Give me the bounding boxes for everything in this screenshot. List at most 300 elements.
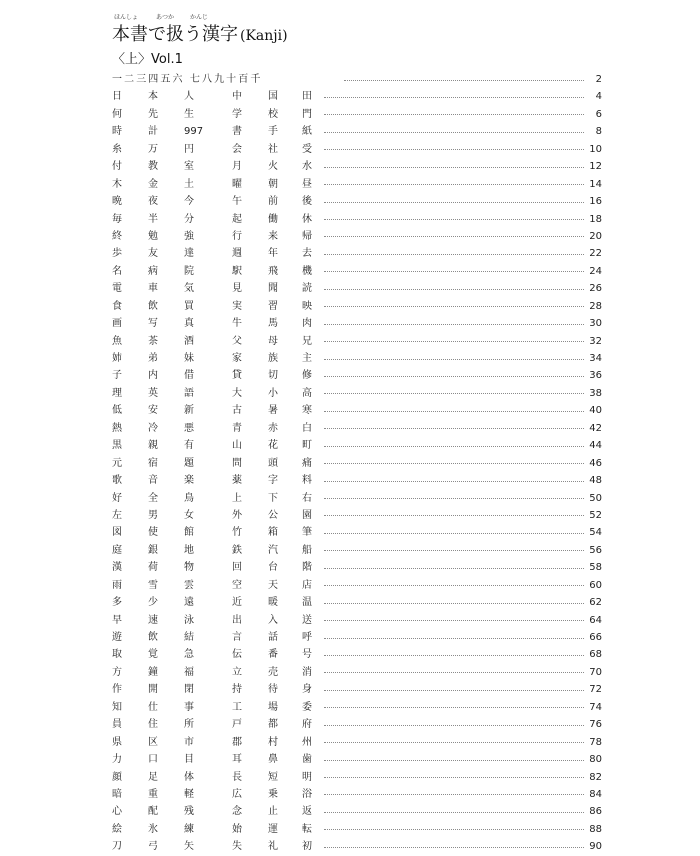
- toc-row: [112, 734, 602, 751]
- toc-kanji: 時: [112, 126, 122, 138]
- toc-row: [112, 542, 602, 559]
- page-number: 4: [595, 91, 602, 103]
- toc-kanji: 画: [112, 318, 122, 330]
- toc-kanji: 住: [148, 719, 158, 731]
- dot-leader: [324, 655, 584, 656]
- toc-kanji: 長: [232, 771, 242, 783]
- toc-kanji: 読: [302, 283, 312, 295]
- toc-row: [112, 664, 602, 681]
- toc-kanji: 汽: [268, 544, 278, 556]
- toc-kanji: 早: [112, 614, 122, 626]
- toc-kanji: 残: [184, 806, 194, 818]
- page-number: 50: [589, 492, 602, 504]
- toc-row: [112, 298, 602, 315]
- toc-kanji: 右: [302, 492, 312, 504]
- toc-row: [112, 786, 602, 803]
- toc-kanji: 左: [112, 509, 122, 521]
- toc-kanji: 出: [232, 614, 242, 626]
- toc-kanji: 計: [148, 126, 158, 138]
- toc-kanji: 教: [148, 161, 158, 173]
- page-number: 24: [589, 265, 602, 277]
- toc-kanji: 結: [184, 632, 194, 643]
- toc-kanji: 箱: [268, 527, 278, 539]
- toc-kanji: 歯: [302, 754, 312, 766]
- toc-kanji: 園: [302, 509, 312, 521]
- page-number: 26: [589, 283, 602, 295]
- toc-kanji: 急: [184, 649, 194, 661]
- toc-kanji: 会: [232, 143, 242, 155]
- toc-kanji: 金: [148, 178, 158, 190]
- toc-kanji: 受: [302, 143, 312, 155]
- page-number: 72: [589, 684, 602, 696]
- toc-kanji: 初: [302, 841, 312, 853]
- toc-kanji: 青: [232, 422, 242, 434]
- toc-kanji: 終: [112, 230, 122, 242]
- toc-row: [112, 420, 602, 437]
- toc-kanji: 雨: [112, 579, 122, 591]
- toc-kanji: 耳: [232, 754, 242, 766]
- dot-leader: [324, 794, 584, 795]
- dot-leader: [324, 97, 584, 98]
- toc-kanji: 人: [184, 91, 194, 103]
- toc-kanji: 馬: [268, 318, 278, 330]
- toc-kanji: 熱: [112, 422, 122, 434]
- dot-leader: [324, 568, 584, 569]
- dot-leader: [324, 254, 584, 255]
- toc-kanji: 鼻: [268, 754, 278, 766]
- toc-row: [112, 769, 602, 786]
- toc-kanji: 実: [232, 300, 242, 312]
- page-number: 84: [589, 788, 602, 800]
- toc-kanji: 名: [112, 265, 122, 277]
- page-number: 90: [589, 841, 602, 853]
- page-number: 20: [589, 230, 602, 242]
- toc-kanji: 生: [184, 108, 194, 120]
- page-number: 18: [589, 213, 602, 225]
- toc-kanji: 福: [184, 666, 194, 678]
- toc-kanji: 書: [232, 126, 242, 138]
- toc-kanji: 小: [268, 387, 278, 399]
- toc-kanji: 今: [184, 196, 194, 208]
- toc-kanji: 飲: [148, 632, 158, 643]
- toc-kanji: 働: [268, 213, 278, 225]
- toc-kanji: 起: [232, 213, 242, 225]
- page-title-english: (Kanji): [240, 28, 288, 44]
- toc-kanji: 町: [302, 440, 312, 452]
- toc-kanji: 語: [184, 387, 194, 399]
- toc-kanji: 字: [268, 475, 278, 487]
- toc-kanji: 黒: [112, 440, 122, 452]
- toc-kanji: 送: [302, 614, 312, 626]
- toc-kanji: 薬: [232, 475, 242, 487]
- toc-kanji: 絵: [112, 823, 122, 835]
- toc-kanji: 竹: [232, 527, 242, 539]
- toc-kanji: 院: [184, 265, 194, 277]
- page-number: 68: [589, 649, 602, 661]
- toc-kanji: 広: [232, 788, 242, 800]
- toc-kanji: 知: [112, 701, 122, 713]
- toc-row: [112, 455, 602, 472]
- toc-row: [112, 106, 602, 123]
- toc-kanji: 呼: [302, 632, 312, 643]
- toc-row-first: [112, 71, 602, 88]
- toc-row: [112, 88, 602, 105]
- toc-kanji: 鐘: [148, 666, 158, 678]
- table-of-contents: [112, 71, 602, 856]
- dot-leader: [324, 725, 584, 726]
- toc-kanji: 軽: [184, 788, 194, 800]
- page-number: 8: [595, 126, 602, 138]
- toc-row: [112, 559, 602, 576]
- page-number: 82: [589, 771, 602, 783]
- page-number: 66: [589, 632, 602, 643]
- toc-kanji: 前: [268, 196, 278, 208]
- toc-kanji: 持: [232, 684, 242, 696]
- toc-kanji: 何: [112, 108, 122, 120]
- toc-kanji: 社: [268, 143, 278, 155]
- toc-row: [112, 158, 602, 175]
- page-number: 10: [589, 143, 602, 155]
- toc-kanji: 買: [184, 300, 194, 312]
- toc-row: [112, 245, 602, 262]
- page-number: 6: [595, 108, 602, 120]
- toc-kanji: 年: [268, 248, 278, 260]
- toc-kanji: 貸: [232, 370, 242, 382]
- toc-kanji: 妹: [184, 353, 194, 364]
- toc-kanji: 鉄: [232, 544, 242, 556]
- page-number: 34: [589, 353, 602, 364]
- toc-kanji: 曜: [232, 178, 242, 190]
- dot-leader: [324, 638, 584, 639]
- page-number: 36: [589, 370, 602, 382]
- page-number: 86: [589, 806, 602, 818]
- toc-kanji: 図: [112, 527, 122, 539]
- toc-kanji: 空: [232, 579, 242, 591]
- toc-kanji: 母: [268, 335, 278, 347]
- toc-kanji: 止: [268, 806, 278, 818]
- toc-kanji: 飲: [148, 300, 158, 312]
- toc-row: [112, 228, 602, 245]
- toc-row: [112, 123, 602, 140]
- page-number: 76: [589, 719, 602, 731]
- toc-kanji: 多: [112, 597, 122, 609]
- toc-row: [112, 821, 602, 838]
- toc-kanji: 昼: [302, 178, 312, 190]
- toc-kanji: 身: [302, 684, 312, 696]
- toc-kanji: 店: [302, 579, 312, 591]
- toc-kanji: 機: [302, 265, 312, 277]
- toc-kanji: 族: [268, 353, 278, 364]
- dot-leader: [324, 376, 584, 377]
- toc-kanji: 礼: [268, 841, 278, 853]
- toc-kanji: 雪: [148, 579, 158, 591]
- toc-kanji: 筆: [302, 527, 312, 539]
- toc-kanji: 駅: [232, 265, 242, 277]
- toc-kanji: 方: [112, 666, 122, 678]
- toc-kanji: 強: [184, 230, 194, 242]
- toc-row: [112, 524, 602, 541]
- toc-kanji: 弓: [148, 841, 158, 853]
- page-number: 58: [589, 562, 602, 574]
- toc-kanji: 女: [184, 509, 194, 521]
- page-number: 46: [589, 457, 602, 469]
- page-number: 54: [589, 527, 602, 539]
- toc-kanji: 父: [232, 335, 242, 347]
- page-number: 40: [589, 405, 602, 417]
- toc-row: [112, 402, 602, 419]
- page-title: [112, 23, 288, 48]
- toc-kanji: 使: [148, 527, 158, 539]
- toc-kanji: 見: [232, 283, 242, 295]
- toc-row: [112, 333, 602, 350]
- toc-kanji: 市: [184, 736, 194, 748]
- toc-kanji: 水: [302, 161, 312, 173]
- toc-kanji: 円: [184, 143, 194, 155]
- page-number: 88: [589, 823, 602, 835]
- toc-kanji: 先: [148, 108, 158, 120]
- toc-kanji: 寒: [302, 405, 312, 417]
- toc-kanji: 全: [148, 492, 158, 504]
- toc-kanji: 映: [302, 300, 312, 312]
- toc-kanji: 姉: [112, 353, 122, 364]
- toc-kanji: 糸: [112, 143, 122, 155]
- toc-kanji: 少: [148, 597, 158, 609]
- toc-kanji: 乗: [268, 788, 278, 800]
- page-number: 78: [589, 736, 602, 748]
- toc-kanji: 州: [302, 736, 312, 748]
- dot-leader: [324, 603, 584, 604]
- toc-kanji: 元: [112, 457, 122, 469]
- toc-kanji: 修: [302, 370, 312, 382]
- toc-kanji: 明: [302, 771, 312, 783]
- toc-kanji: 短: [268, 771, 278, 783]
- toc-kanji: 新: [184, 405, 194, 417]
- toc-kanji: 村: [268, 736, 278, 748]
- toc-kanji: 運: [268, 823, 278, 835]
- toc-kanji: 来: [268, 230, 278, 242]
- page-number: 22: [589, 248, 602, 260]
- toc-kanji: 万: [148, 143, 158, 155]
- toc-row: [112, 716, 602, 733]
- toc-kanji: 午: [232, 196, 242, 208]
- toc-kanji: 心: [112, 806, 122, 818]
- toc-kanji: 門: [302, 108, 312, 120]
- dot-leader: [324, 271, 584, 272]
- toc-kanji: 田: [302, 91, 312, 103]
- toc-kanji: 入: [268, 614, 278, 626]
- toc-kanji: 宿: [148, 457, 158, 469]
- toc-kanji: 毎: [112, 213, 122, 225]
- toc-kanji: 目: [184, 754, 194, 766]
- toc-kanji: 待: [268, 684, 278, 696]
- toc-kanji: 日: [112, 91, 122, 103]
- toc-kanji: 安: [148, 405, 158, 417]
- toc-kanji: 国: [268, 91, 278, 103]
- dot-leader: [324, 742, 584, 743]
- toc-row: [112, 367, 602, 384]
- toc-kanji: 作: [112, 684, 122, 696]
- page-number: 32: [589, 335, 602, 347]
- toc-row: [112, 350, 602, 367]
- toc-row: [112, 507, 602, 524]
- toc-kanji: 白: [302, 422, 312, 434]
- toc-kanji: 休: [302, 213, 312, 225]
- toc-kanji: 学: [232, 108, 242, 120]
- dot-leader: [324, 324, 584, 325]
- toc-kanji: 船: [302, 544, 312, 556]
- toc-row: [112, 437, 602, 454]
- page-number: 60: [589, 579, 602, 591]
- toc-kanji: 英: [148, 387, 158, 399]
- toc-kanji: 弟: [148, 353, 158, 364]
- toc-kanji: 顔: [112, 771, 122, 783]
- toc-kanji: 庭: [112, 544, 122, 556]
- toc-kanji: 氷: [148, 823, 158, 835]
- toc-kanji: 写: [148, 318, 158, 330]
- furigana-atsuka: あつか: [156, 14, 175, 21]
- toc-kanji: 山: [232, 440, 242, 452]
- toc-kanji: 念: [232, 806, 242, 818]
- toc-kanji: 体: [184, 771, 194, 783]
- toc-kanji: 去: [302, 248, 312, 260]
- dot-leader: [324, 114, 584, 115]
- toc-kanji: 木: [112, 178, 122, 190]
- toc-kanji: 音: [148, 475, 158, 487]
- toc-kanji: 刀: [112, 841, 122, 853]
- dot-leader: [324, 463, 584, 464]
- toc-kanji: 委: [302, 701, 312, 713]
- page-number: 56: [589, 544, 602, 556]
- toc-kanji: 速: [148, 614, 158, 626]
- toc-kanji: 閉: [184, 684, 194, 696]
- toc-kanji: 魚: [112, 335, 122, 347]
- toc-row: [112, 141, 602, 158]
- dot-leader: [324, 411, 584, 412]
- toc-kanji: 料: [302, 475, 312, 487]
- furigana-honsho: ほんしょ: [114, 14, 139, 21]
- toc-kanji: 兄: [302, 335, 312, 347]
- page-number: 64: [589, 614, 602, 626]
- toc-kanji: 開: [148, 684, 158, 696]
- toc-kanji: 番: [268, 649, 278, 661]
- toc-kanji: 友: [148, 248, 158, 260]
- toc-row: [112, 612, 602, 629]
- toc-kanji: 漢: [112, 562, 122, 574]
- toc-kanji: 高: [302, 387, 312, 399]
- dot-leader: [324, 184, 584, 185]
- dot-leader: [324, 550, 584, 551]
- toc-kanji: 遠: [184, 597, 194, 609]
- toc-kanji: 伝: [232, 649, 242, 661]
- toc-row: [112, 629, 602, 646]
- toc-kanji: 物: [184, 562, 194, 574]
- page-number: 14: [589, 178, 602, 190]
- toc-row: [112, 803, 602, 820]
- toc-kanji: 家: [232, 353, 242, 364]
- toc-kanji: 工: [232, 701, 242, 713]
- page-number: 16: [589, 196, 602, 208]
- dot-leader: [344, 80, 584, 81]
- toc-kanji: 力: [112, 754, 122, 766]
- toc-kanji: 付: [112, 161, 122, 173]
- toc-kanji: 頭: [268, 457, 278, 469]
- toc-kanji: 997: [184, 126, 204, 138]
- toc-row: [112, 280, 602, 297]
- page-number: 70: [589, 666, 602, 678]
- toc-kanji: 食: [112, 300, 122, 312]
- toc-kanji: 借: [184, 370, 194, 382]
- toc-row: [112, 577, 602, 594]
- toc-kanji: 夜: [148, 196, 158, 208]
- toc-kanji: 紙: [302, 126, 312, 138]
- toc-kanji: 病: [148, 265, 158, 277]
- dot-leader: [324, 219, 584, 220]
- toc-kanji: 問: [232, 457, 242, 469]
- title-block: [112, 14, 472, 54]
- toc-kanji: 遊: [112, 632, 122, 643]
- toc-kanji: 近: [232, 597, 242, 609]
- dot-leader: [324, 672, 584, 673]
- toc-row: [112, 211, 602, 228]
- toc-row: [112, 263, 602, 280]
- toc-kanji: 外: [232, 509, 242, 521]
- toc-kanji: 歌: [112, 475, 122, 487]
- toc-kanji: 話: [268, 632, 278, 643]
- toc-kanji: 肉: [302, 318, 312, 330]
- toc-kanji: 冷: [148, 422, 158, 434]
- toc-row: [112, 472, 602, 489]
- toc-kanji: 言: [232, 632, 242, 643]
- toc-kanji: 痛: [302, 457, 312, 469]
- toc-kanji: 有: [184, 440, 194, 452]
- dot-leader: [324, 236, 584, 237]
- page-number: 42: [589, 422, 602, 434]
- toc-kanji: 好: [112, 492, 122, 504]
- toc-kanji: 電: [112, 283, 122, 295]
- toc-kanji: 主: [302, 353, 312, 364]
- toc-kanji: 月: [232, 161, 242, 173]
- toc-kanji: 大: [232, 387, 242, 399]
- toc-kanji: 戸: [232, 719, 242, 731]
- toc-kanji: 週: [232, 248, 242, 260]
- dot-leader: [324, 515, 584, 516]
- toc-kanji: 真: [184, 318, 194, 330]
- toc-kanji: 題: [184, 457, 194, 469]
- dot-leader: [324, 620, 584, 621]
- toc-kanji: 半: [148, 213, 158, 225]
- toc-kanji: 楽: [184, 475, 194, 487]
- dot-leader: [324, 829, 584, 830]
- toc-kanji: 分: [184, 213, 194, 225]
- toc-kanji: 下: [268, 492, 278, 504]
- toc-row: [112, 594, 602, 611]
- toc-row: [112, 751, 602, 768]
- toc-kanji: 牛: [232, 318, 242, 330]
- toc-kanji: 悪: [184, 422, 194, 434]
- page-number: 38: [589, 387, 602, 399]
- toc-kanji: 暗: [112, 788, 122, 800]
- dot-leader: [324, 498, 584, 499]
- dot-leader: [324, 202, 584, 203]
- toc-kanji: 区: [148, 736, 158, 748]
- toc-kanji: 府: [302, 719, 312, 731]
- toc-kanji: 立: [232, 666, 242, 678]
- dot-leader: [324, 760, 584, 761]
- toc-kanji: 浴: [302, 788, 312, 800]
- furigana-kanji: かんじ: [190, 14, 209, 21]
- toc-kanji: 行: [232, 230, 242, 242]
- toc-kanji: 歩: [112, 248, 122, 260]
